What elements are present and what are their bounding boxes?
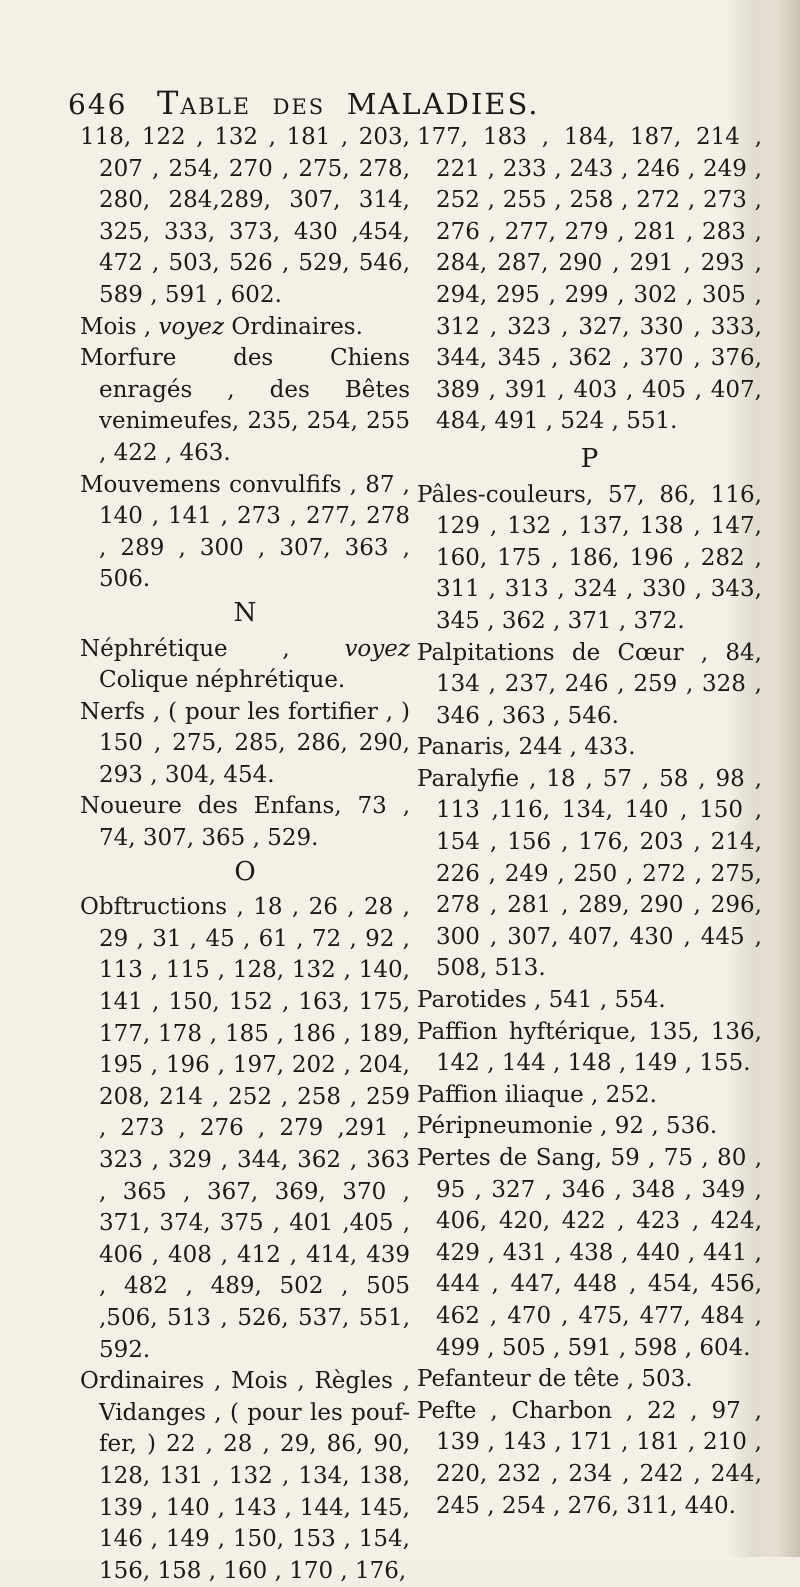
index-entry-ordinaires: Ordinaires , Mois , Règles , Vidanges , ( pour les pouf- fer, ) 22 , 28 , 29, 86, 90, 128, 131 , 132 , 134, 138, 139 , 140 , 143 , 144, 145, 146 , 149 , 150, 153 , 154, 156, 158 , 160 , 170 , 176, — [80, 1368, 410, 1584]
index-entry-paralysie: Paralyfie , 18 , 57 , 58 , 98 , 113 ,116, 134, 140 , 150 , 154 , 156 , 176, 203 , 214, 226 , 249 , 250 , 272 , 275, 278 , 281 , 289, 290 , 296, 300 , 307, 407, 430 , 445 , 508, 513. — [417, 765, 762, 982]
section-letter-n: N — [233, 597, 257, 628]
index-entry-pales-couleurs: Pâles-couleurs, 57, 86, 116, 129 , 132 , 137, 138 , 147, 160, 175 , 186, 196 , 282 , 311 , 313 , 324 , 330 , 343, 345 , 362 , 371 , 372. — [417, 481, 762, 634]
section-letter-o: O — [234, 856, 256, 887]
index-entry-continued: 177, 183 , 184, 187, 214 , 221 , 233 , 243 , 246 , 249 , 252 , 255 , 258 , 272 , 273 , 276 , 277, 279 , 281 , 283 , 284, 287, 290 , 291 , 293 , 294, 295 , 299 , 302 , 305 , 312 , 323 , 327, 330 , 333, 344, 345 , 362 , 370 , 376, 389 , 391 , 403 , 405 , 407, 484, 491 , 524 , 551. — [417, 124, 762, 435]
entry-reference: Colique néphrétique. — [99, 667, 346, 694]
index-entry-pertes-de-sang: Pertes de Sang, 59 , 75 , 80 , 95 , 327 , 346 , 348 , 349 , 406, 420, 422 , 423 , 424, 429 , 431 , 438 , 440 , 441 , 444 , 447, 448 , 454, 456, 462 , 470 , 475, 477, 484 , 499 , 505 , 591 , 598 , 604. — [417, 1145, 762, 1361]
index-entry-mouvemens: Mouvemens convulfifs , 87 , 140 , 141 , 273 , 277, 278 , 289 , 300 , 307, 363 , 506. — [80, 471, 410, 593]
index-entry-parotides: Parotides , 541 , 554. — [417, 987, 666, 1014]
header-title-table: Table — [157, 84, 252, 122]
page-number: 646 — [68, 88, 128, 121]
index-entry-nerfs: Nerfs , ( pour les fortifier , ) 150 , 275, 285, 286, 290, 293 , 304, 454. — [80, 698, 410, 788]
index-entry-obstructions: Obftructions , 18 , 26 , 28 , 29 , 31 , 45 , 61 , 72 , 92 , 113 , 115 , 128, 132 , 140, 141 , 150, 152 , 163, 175, 177, 178 , 185 , 186 , 189, 195 , 196 , 197, 202 , 204, 208, 214 , 252 , 258 , 259 , 273 , 276 , 279 ,291 , 323 , 329 , 344, 362 , 363 , 365 , 367, 369, 370 , 371, 374, 375 , 401 ,405 , 406 , 408 , 412 , 414, 439 , 482 , 489, 502 , 505 ,506, 513 , 526, 537, 551, 592. — [80, 894, 410, 1363]
entry-see-also: voyez — [344, 635, 411, 662]
index-entry-peripneumonie: Péripneumonie , 92 , 536. — [417, 1113, 718, 1140]
header-title-maladies: MALADIES. — [346, 87, 540, 121]
index-entry-pesanteur: Pefanteur de tête , 503. — [417, 1366, 693, 1393]
right-column — [417, 122, 762, 1522]
index-entry-passion-iliaque: Paffion iliaque , 252. — [417, 1081, 657, 1108]
entry-see-also: voyez — [158, 313, 225, 340]
index-entry-nephretique — [80, 634, 410, 697]
index-entry-palpitations: Palpitations de Cœur , 84, 134 , 237, 246 , 259 , 328 , 346 , 363 , 546. — [417, 639, 762, 729]
header-title-des: des — [272, 87, 326, 122]
index-entry-mois — [80, 312, 410, 344]
index-entry-peste: Pefte , Charbon , 22 , 97 , 139 , 143 , 171 , 181 , 210 , 220, 232 , 234 , 242 , 244, 245 , 254 , 276, 311, 440. — [417, 1397, 762, 1519]
index-entry-morfure: Morfure des Chiens enragés , des Bêtes venimeufes, 235, 254, 255 , 422 , 463. — [80, 345, 410, 466]
index-entry-passion-hysterique: Paffion hyftérique, 135, 136, 142 , 144 , 148 , 149 , 155. — [417, 1018, 762, 1077]
index-entry-continued: 118, 122 , 132 , 181 , 203, 207 , 254, 270 , 275, 278, 280, 284,289, 307, 314, 325, 333, 373, 430 ,454, 472 , 503, 526 , 529, 546, 589 , 591 , 602. — [80, 124, 410, 308]
entry-term: Néphrétique , — [80, 635, 290, 662]
entry-term: Mois , — [80, 313, 152, 340]
index-entry-noueure: Noueure des Enfans, 73 , 74, 307, 365 , 529. — [80, 793, 410, 852]
running-header — [68, 84, 768, 120]
entry-reference: Ordinaires. — [231, 313, 363, 340]
left-column — [80, 122, 410, 1587]
section-letter-p: P — [580, 443, 599, 474]
index-entry-panaris: Panaris, 244 , 433. — [417, 734, 636, 761]
